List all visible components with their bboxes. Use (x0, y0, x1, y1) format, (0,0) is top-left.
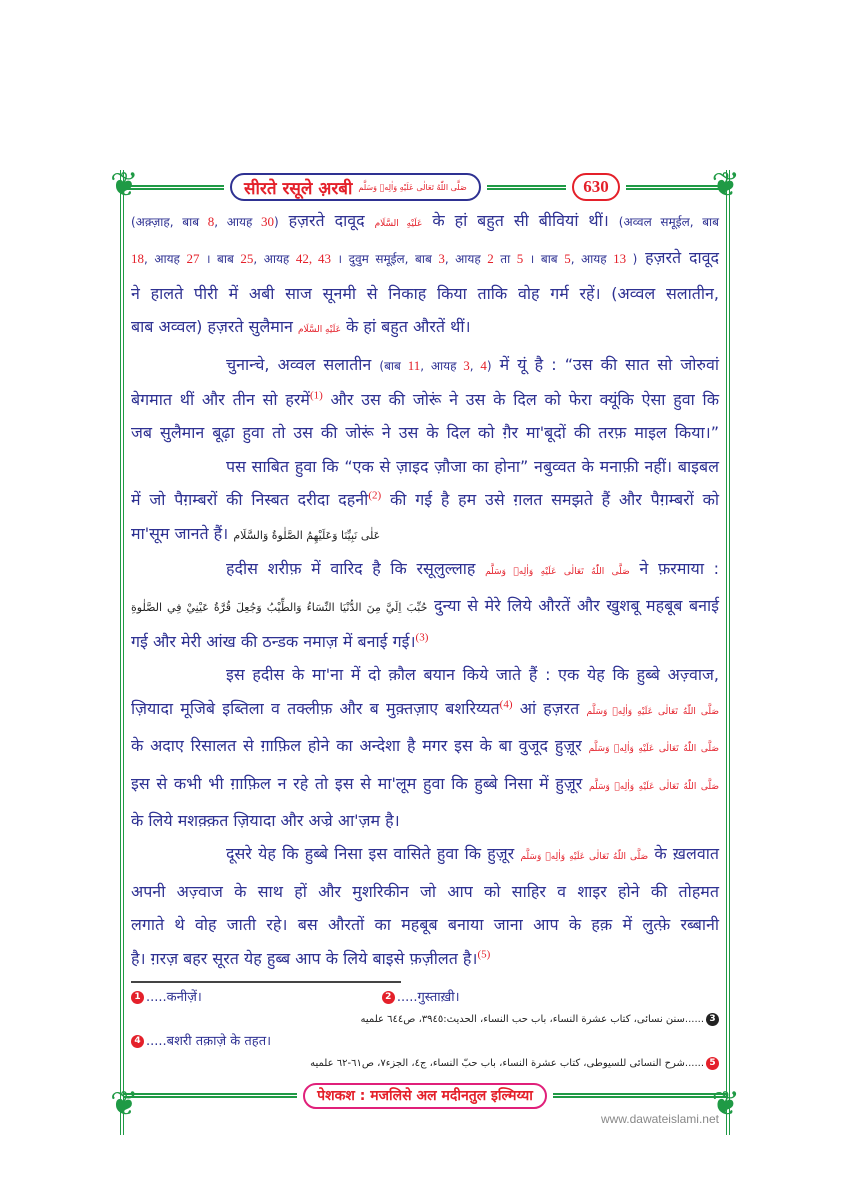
reference-number: 27 (186, 251, 200, 267)
text-line (131, 658, 719, 691)
text-line (131, 277, 719, 310)
corner-ornament-icon: ❦ (711, 165, 740, 205)
text-run: हज़रते दावूद (637, 248, 719, 268)
footnote-ref[interactable]: (2) (368, 489, 382, 502)
text-run: गई और मेरी आंख की ठन्डक नमाज़ में बनाई गई। (131, 631, 416, 651)
reference-text: ता (493, 252, 517, 267)
reference-text: ) (274, 215, 279, 229)
reference-number: 25 (240, 251, 254, 267)
text-run: मा'सूम जानते हैं। (131, 523, 234, 543)
reference-text: , आयह (420, 358, 464, 373)
footnote-3 (131, 1009, 719, 1031)
arabic-quote: عَلٰى نَبِيِّنَا وَعَلَيْهِمُ الصَّلٰوةُ وَالسَّلَام (233, 528, 381, 542)
footnote-4 (131, 1031, 719, 1053)
footnote-divider (131, 981, 401, 983)
publisher-ribbon: पेशकश : मजलिसे अल मदीनतुल इल्मिय्या (303, 1083, 547, 1109)
reference-text: । दुवुम समूईल, बाब (331, 252, 439, 267)
footer-row (124, 1083, 726, 1109)
text-run: के अदाए रिसालत से ग़ाफ़िल होने का अन्देशा है मगर इस के बा वुजूद हुज़ूर (131, 736, 589, 756)
text-line (131, 204, 719, 241)
text-run: में जो पैग़म्बरों की निस्बत दरीदा दहनी (131, 490, 369, 510)
main-text (131, 204, 719, 975)
footnote-marker: 5 (706, 1057, 719, 1070)
footnote-marker: 2 (382, 991, 395, 1004)
footnote-text: .....कनीज़ें। (146, 989, 202, 1005)
corner-ornament-icon: ❦ (711, 1083, 740, 1124)
text-run: ने हालते पीरी में अबी साज सूनमी से निकाह किया ताकि वोह गर्म रहें। (अव्वल सलातीन, (131, 283, 719, 303)
text-run: ज़ियादा मूजिबे इब्तिला व तक्लीफ़ और ब मुक़्तज़ाए बशरिय्यत (131, 698, 500, 718)
arabic-honorific: صَلَّى اللّٰهُ تَعَالٰى عَلَيْهِ وَاٰلِهٖ وَسَلَّم (588, 744, 719, 755)
footnote-text: .....बशरी तक़ाज़े के तहत। (146, 1033, 272, 1049)
text-line (131, 804, 719, 837)
reference-text: (अक़्ज़ाह, बाब (131, 215, 208, 229)
footnote-marker: 1 (131, 991, 144, 1004)
text-run: पस साबित हुवा कि “एक से ज़ाइद ज़ौजा का होना” नबुव्वत के मनाफ़ी नहीं। बाइबल (226, 456, 719, 476)
footer-border-line (553, 1093, 726, 1098)
reference-text: (अव्वल समूईल, बाब (618, 215, 720, 229)
footnote-text: ......شرح النسائی للسیوطی، کتاب عشرة النساء، باب حبّ النساء، ج٤، الجزء٧، ص٦١-٦٢ علمیه (310, 1057, 704, 1069)
website-url[interactable]: www.dawateislami.net (600, 1111, 719, 1126)
text-line (131, 348, 719, 383)
text-run: दुन्या से मेरे लिये औरतें और खुशबू महबूब बनाई (427, 596, 719, 616)
reference-text: ) (626, 252, 638, 267)
footnote-5 (131, 1053, 719, 1075)
text-line (131, 875, 719, 908)
reference-text: , आयह (214, 215, 261, 229)
reference-text: । बाब (523, 252, 565, 267)
text-line (131, 589, 719, 624)
reference-text: , (469, 358, 481, 373)
arabic-honorific: صَلَّى اللّٰهُ تَعَالٰى عَلَيْهِ وَاٰلِهٖ وَسَلَّم (586, 706, 719, 717)
reference-number: 2 (487, 251, 494, 267)
text-line (131, 837, 719, 874)
reference-text: (बाब (379, 358, 408, 373)
footnote-text: .....गुस्ताख़ी। (396, 989, 460, 1005)
text-run: इस हदीस के मा'ना में दो क़ौल बयान किये जाते हैं : एक येह कि हुब्बे अज़्वाज, (226, 665, 719, 685)
text-line (131, 416, 719, 449)
footnote-marker: 4 (131, 1035, 144, 1048)
text-run: बाब अव्वल) हज़रते सुलैमान (131, 317, 298, 337)
text-run: हज़रते दावूद (278, 211, 375, 230)
page-number: 630 (572, 173, 620, 201)
header-border-line (487, 185, 566, 190)
footnote-text: ......سنن نسائی، کتاب عشرة النساء، باب حب النساء، الحدیث:٣٩٤٥، ص٦٤٤ علمیه (360, 1013, 704, 1025)
reference-text: , आयह (253, 252, 296, 267)
arabic-quote: حُبِّبَ اِلَيَّ مِنَ الدُّنْيَا النِّسَاءُ وَالطِّيْبُ وَجُعِلَ قُرَّةُ عَيْنِيْ فِي الصَّلٰوةِ (131, 601, 428, 615)
footer-border-line (124, 1093, 297, 1098)
footnote-marker: 3 (706, 1013, 719, 1026)
footnote-1 (131, 987, 202, 1009)
reference-text: ) (486, 358, 492, 373)
text-line (131, 908, 719, 941)
text-run: की गई है हम उसे ग़लत समझते हैं और पैग़म्बरों को (381, 490, 720, 510)
reference-number: 3 (438, 251, 445, 267)
text-line (131, 241, 719, 276)
reference-text: । बाब (199, 252, 241, 267)
text-run: अपनी अज़्वाज के साथ हों और मुशरिकीन जो आप को साहिर व शाइर होने की तोहमत (131, 881, 719, 901)
corner-ornament-icon: ❦ (110, 165, 139, 205)
text-run: बेगमात थीं और तीन सो हरमें (131, 390, 310, 410)
reference-number: 8 (207, 214, 215, 229)
corner-ornament-icon: ❦ (110, 1083, 139, 1124)
honorific: صَلَّى اللّٰهُ تَعَالٰى عَلَيْهِ وَاٰلِهٖ وَسَلَّم (358, 182, 467, 192)
footnote-2 (382, 987, 460, 1009)
text-line (131, 729, 719, 766)
book-title: सीरते रसूले अ़रबी (244, 178, 353, 199)
text-run: के लिये मशक़्क़त ज़ियादा और अज्रे आ'ज़म है। (131, 810, 400, 830)
reference-number: 30 (261, 214, 274, 229)
footnote-ref[interactable]: (1) (309, 389, 323, 402)
header-border-line (124, 185, 224, 190)
reference-number: 42, 43 (295, 251, 332, 267)
arabic-honorific: صَلَّى اللّٰهُ تَعَالٰى عَلَيْهِ وَاٰلِهٖ وَسَلَّم (589, 781, 719, 792)
text-run: के हां बहुत औरतें थीं। (340, 317, 471, 337)
reference-number: 11 (407, 357, 421, 373)
footnote-ref[interactable]: (4) (499, 698, 513, 711)
footnote-row (131, 987, 719, 1009)
text-line (131, 517, 719, 552)
running-header (230, 173, 481, 201)
text-run: इस से कभी भी ग़ाफ़िल न रहे तो इस से मा'लूम हुवा कि हुब्बे निसा में हुज़ूर (131, 773, 589, 793)
arabic-honorific: صَلَّى اللّٰهُ تَعَالٰى عَلَيْهِ وَاٰلِهٖ وَسَلَّم (485, 567, 630, 578)
text-line (131, 692, 719, 729)
reference-text: , आयह (144, 252, 187, 267)
reference-number: 5 (516, 251, 524, 267)
text-run: है। ग़रज़ बहर सूरत येह हुब्ब आप के लिये बाइसे फ़ज़ीलत है। (131, 948, 478, 968)
text-run: हदीस शरीफ़ में वारिद है कि रसूलुल्लाह (226, 559, 486, 579)
text-line (131, 625, 719, 658)
text-run: के हां बहुत सी बीवियां थीं। (422, 211, 619, 230)
text-run: लगाते थे वोह जाती रहे। बस औरतों का महबूब बनाया जाना आप के हक़ में लुत्फ़े रब्बानी (131, 915, 719, 935)
page-border (110, 165, 740, 1135)
text-run: दूसरे येह कि हुब्बे निसा इस वासिते हुवा कि हुज़ूर (226, 844, 521, 864)
footnote-ref[interactable]: (5) (477, 948, 491, 961)
arabic-honorific: صَلَّى اللّٰهُ تَعَالٰى عَلَيْهِ وَاٰلِهٖ وَسَلَّم (520, 852, 649, 863)
text-line (131, 552, 719, 589)
arabic-honorific: عَلَيْهِ السَّلَام (374, 219, 423, 229)
arabic-honorific: عَلَيْهِ السَّلَام (297, 325, 341, 336)
reference-number: 18 (131, 251, 144, 267)
text-run: जब सुलैमान बूढ़ा हुवा तो उस की जोरूं ने उस के दिल को ग़ैर मा'बूदों की तरफ़ माइल किया।” (131, 423, 719, 443)
text-line (131, 383, 719, 416)
reference-text: , आयह (444, 252, 488, 267)
header-row (124, 170, 726, 204)
text-run: ने फ़रमाया : (629, 559, 720, 579)
text-run: और उस की जोरूं ने उस के दिल को फेरा क्यूंकि ऐसा हुवा कि (322, 390, 719, 410)
reference-number: 4 (480, 357, 487, 373)
footnote-ref[interactable]: (3) (415, 631, 429, 644)
text-line (131, 942, 719, 975)
text-run: में यूं है : “उस की सात सो जोरुवां (491, 354, 719, 374)
reference-number: 3 (463, 357, 470, 373)
reference-number: 5 (564, 251, 571, 267)
reference-text: , आयह (570, 252, 614, 267)
reference-number: 13 (613, 251, 627, 267)
text-line (131, 450, 719, 483)
text-run: चुनान्चे, अव्वल सलातीन (226, 354, 380, 374)
text-line (131, 310, 719, 347)
text-run: आं हज़रत (512, 698, 587, 718)
text-run: के ख़लवात (648, 844, 719, 864)
text-line (131, 767, 719, 804)
text-line (131, 483, 719, 516)
